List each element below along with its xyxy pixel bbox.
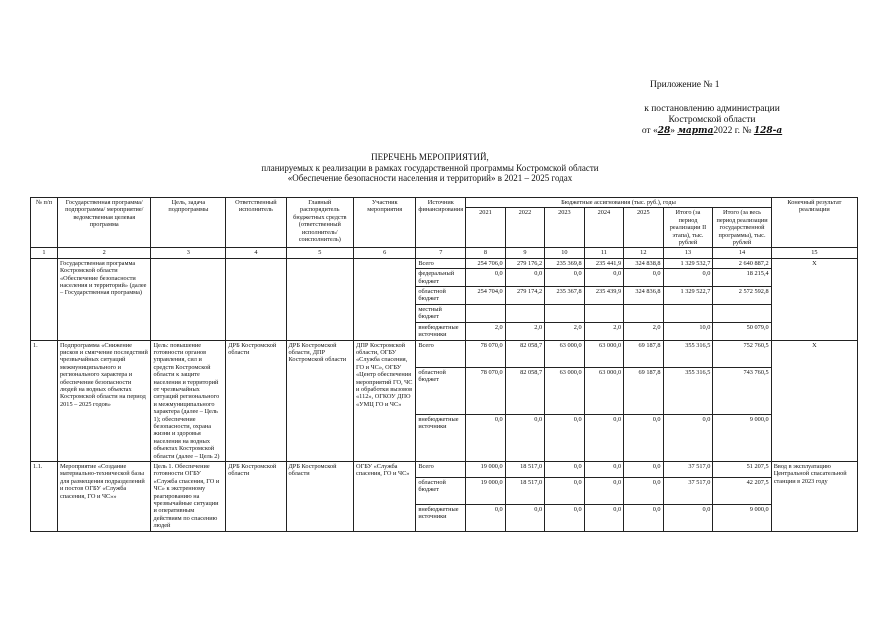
budget-value: 78 070,0 [466, 340, 505, 367]
handwritten-month: марта [677, 126, 714, 136]
column-number-cell: 14 [713, 248, 771, 258]
column-number-cell: 7 [416, 248, 466, 258]
budget-value [663, 304, 713, 322]
col-2024-header: 2024 [584, 208, 623, 248]
item-result: Ввод в эксплуатацию Центральной спасательной станции в 2023 году [771, 462, 857, 532]
budget-value: 0,0 [663, 504, 713, 531]
column-number-cell: 1 [31, 248, 58, 258]
budget-value: 82 058,7 [505, 367, 544, 414]
column-number-cell: 12 [624, 248, 663, 258]
decree-reference [622, 104, 802, 137]
handwritten-day: 28 [657, 126, 671, 136]
budget-value: 0,0 [545, 269, 584, 287]
budget-value: 51 207,5 [713, 462, 771, 478]
funding-source: Всего [416, 340, 466, 367]
budget-value: 82 058,7 [505, 340, 544, 367]
col-num-header: № п/п [31, 198, 58, 248]
table-row [31, 258, 858, 268]
budget-value: 235 439,9 [584, 287, 623, 305]
budget-value: 0,0 [584, 504, 623, 531]
funding-source: внебюджетные источники [416, 504, 466, 531]
funding-source: внебюджетные источники [416, 322, 466, 340]
funding-source: областной бюджет [416, 287, 466, 305]
item-name: Подпрограмма «Снижение рисков и смягчение последствий чрезвычайных ситуаций межмуниципального и регионального характера и обеспечение безопасности людей на водных объектах Костромской области на период 2015 – 2025 годов» [58, 340, 151, 462]
budget-value: 63 000,0 [584, 367, 623, 414]
budget-value: 10,0 [663, 322, 713, 340]
budget-value: 1 329 522,7 [663, 287, 713, 305]
title-line-2: планируемых к реализации в рамках государственной программы Костромской области [261, 162, 599, 173]
decree-date-line [622, 126, 802, 137]
budget-value: 0,0 [466, 414, 505, 461]
decree-line-1: к постановлению администрации [644, 104, 780, 114]
item-manager [286, 258, 354, 340]
budget-value: 0,0 [624, 462, 663, 478]
item-participant: ДПР Костромской области, ОГБУ «Служба спасения, ГО и ЧС», ОГБУ «Центр обеспечения мероприятий ГО, ЧС и обработки вызовов «112», ОГКОУ ДПО «УМЦ ГО и ЧС» [354, 340, 416, 462]
col-budget-header: Бюджетные ассигнования (тыс. руб.), годы [466, 198, 771, 208]
budget-value: 0,0 [663, 269, 713, 287]
budget-value [713, 304, 771, 322]
column-number-cell: 9 [505, 248, 544, 258]
budget-value: 0,0 [624, 477, 663, 504]
col-2025-header: 2025 [624, 208, 663, 248]
budget-value: 0,0 [584, 269, 623, 287]
budget-value: 63 000,0 [545, 340, 584, 367]
measures-table [30, 197, 858, 532]
funding-source: внебюджетные источники [416, 414, 466, 461]
budget-value: 235 367,8 [545, 287, 584, 305]
budget-value: 752 760,5 [713, 340, 771, 367]
budget-value: 19 000,0 [466, 477, 505, 504]
table-row [31, 462, 858, 478]
column-number-cell: 8 [466, 248, 505, 258]
column-number-cell: 11 [584, 248, 623, 258]
item-manager: ДРБ Костромской области [286, 462, 354, 532]
appendix-label: Приложение № 1 [650, 80, 720, 90]
col-name-header: Государственная программа/ подпрограмма/ мероприятие/ ведомственная целевая программа [58, 198, 151, 248]
item-number: 1.1. [31, 462, 58, 532]
budget-value: 0,0 [505, 414, 544, 461]
budget-value: 279 174,2 [505, 287, 544, 305]
budget-value: 42 207,5 [713, 477, 771, 504]
item-executor: ДРБ Костромской области [226, 340, 286, 462]
budget-value: 0,0 [663, 414, 713, 461]
budget-value: 63 000,0 [584, 340, 623, 367]
col-manager-header: Главный распорядитель бюджетных средств (ответственный исполнитель/ соисполнитель) [286, 198, 354, 248]
item-name: Государственная программа Костромской области «Обеспечение безопасности населения и территорий» (далее – Государственная программа) [58, 258, 151, 340]
budget-value: 19 000,0 [466, 462, 505, 478]
item-executor: ДРБ Костромской области [226, 462, 286, 532]
item-goal: Цель: повышение готовности органов управления, сил и средств Костромской области к защите населения и территорий от чрезвычайных ситуаций регионального и межмуниципального характера (далее – Цель 1); обеспечение безопасности, охрана жизни и здоровья населения на водных объектах Костромской области (далее – Цель 2) [151, 340, 226, 462]
table-body [31, 258, 858, 531]
budget-value: 63 000,0 [545, 367, 584, 414]
document-title [150, 152, 710, 184]
column-number-cell: 6 [354, 248, 416, 258]
budget-value: 50 079,0 [713, 322, 771, 340]
budget-value: 0,0 [466, 269, 505, 287]
column-number-cell: 10 [545, 248, 584, 258]
budget-value [584, 304, 623, 322]
budget-value: 78 070,0 [466, 367, 505, 414]
budget-value: 235 441,9 [584, 258, 623, 268]
budget-value: 0,0 [624, 269, 663, 287]
funding-source: Всего [416, 258, 466, 268]
col-participant-header: Участник мероприятия [354, 198, 416, 248]
table-row [31, 340, 858, 367]
budget-value: 355 316,5 [663, 340, 713, 367]
budget-value: 18 517,0 [505, 462, 544, 478]
date-mid: » [670, 126, 678, 136]
budget-value: 324 836,8 [624, 287, 663, 305]
budget-value: 9 000,0 [713, 414, 771, 461]
budget-value: 743 760,5 [713, 367, 771, 414]
date-prefix: от « [641, 126, 658, 136]
budget-value: 2,0 [545, 322, 584, 340]
col-source-header: Источник финансирования [416, 198, 466, 248]
budget-value: 9 000,0 [713, 504, 771, 531]
item-number: 1. [31, 340, 58, 462]
budget-value: 0,0 [624, 504, 663, 531]
handwritten-doc-number: 128-а [753, 126, 783, 136]
item-participant: ОГБУ «Служба спасения, ГО и ЧС» [354, 462, 416, 532]
budget-value: 0,0 [545, 477, 584, 504]
budget-value: 69 187,8 [624, 340, 663, 367]
item-goal: Цель 1. Обеспечение готовности ОГБУ «Служба спасения, ГО и ЧС» к экстренному реагированию на чрезвычайные ситуации и оперативным действиям по спасению людей [151, 462, 226, 532]
col-total-all-header: Итого (за весь период реализации государственной программы), тыс. рублей [713, 208, 771, 248]
header-row-1 [31, 198, 858, 208]
budget-value: 2,0 [466, 322, 505, 340]
item-result: Х [771, 340, 857, 462]
funding-source: областной бюджет [416, 367, 466, 414]
date-year: 2022 г. № [713, 126, 754, 136]
item-participant [354, 258, 416, 340]
budget-value: 0,0 [545, 504, 584, 531]
funding-source: областной бюджет [416, 477, 466, 504]
column-number-cell: 13 [663, 248, 713, 258]
budget-value: 0,0 [584, 414, 623, 461]
budget-value: 37 517,0 [663, 462, 713, 478]
column-number-cell: 15 [771, 248, 857, 258]
col-result-header: Конечный результат реализации [771, 198, 857, 248]
col-goal-header: Цель, задача подпрограммы [151, 198, 226, 248]
item-number [31, 258, 58, 340]
budget-value [545, 304, 584, 322]
column-number-cell: 5 [286, 248, 354, 258]
item-executor [226, 258, 286, 340]
budget-value: 2 572 592,8 [713, 287, 771, 305]
column-numbers-row [31, 248, 858, 258]
budget-value [505, 304, 544, 322]
budget-value: 324 838,8 [624, 258, 663, 268]
col-2023-header: 2023 [545, 208, 584, 248]
col-executor-header: Ответственный исполнитель [226, 198, 286, 248]
column-number-cell: 3 [151, 248, 226, 258]
item-result: Х [771, 258, 857, 340]
budget-value: 1 329 532,7 [663, 258, 713, 268]
budget-value: 355 316,5 [663, 367, 713, 414]
col-2022-header: 2022 [505, 208, 544, 248]
budget-value: 279 176,2 [505, 258, 544, 268]
budget-value: 2 640 887,2 [713, 258, 771, 268]
item-goal [151, 258, 226, 340]
budget-value: 0,0 [466, 504, 505, 531]
budget-value: 0,0 [584, 462, 623, 478]
budget-value [466, 304, 505, 322]
budget-value: 2,0 [505, 322, 544, 340]
budget-value: 0,0 [505, 269, 544, 287]
column-number-cell: 4 [226, 248, 286, 258]
budget-value: 254 706,0 [466, 258, 505, 268]
budget-value: 0,0 [545, 414, 584, 461]
funding-source: федеральный бюджет [416, 269, 466, 287]
budget-value: 2,0 [624, 322, 663, 340]
budget-value: 0,0 [545, 462, 584, 478]
budget-value: 235 369,8 [545, 258, 584, 268]
budget-value: 18 215,4 [713, 269, 771, 287]
budget-value: 0,0 [624, 414, 663, 461]
budget-value: 0,0 [584, 477, 623, 504]
decree-line-2: Костромской области [668, 115, 756, 125]
column-number-cell: 2 [58, 248, 151, 258]
budget-value: 2,0 [584, 322, 623, 340]
budget-value: 254 704,0 [466, 287, 505, 305]
budget-value [624, 304, 663, 322]
budget-value: 37 517,0 [663, 477, 713, 504]
col-2021-header: 2021 [466, 208, 505, 248]
item-manager: ДРБ Костромской области, ДПР Костромской области [286, 340, 354, 462]
budget-value: 0,0 [505, 504, 544, 531]
funding-source: Всего [416, 462, 466, 478]
budget-value: 69 187,8 [624, 367, 663, 414]
title-line-3: «Обеспечение безопасности населения и территорий» в 2021 – 2025 годах [287, 173, 573, 183]
funding-source: местный бюджет [416, 304, 466, 322]
budget-value: 18 517,0 [505, 477, 544, 504]
item-name: Мероприятие «Создание материально-технической базы для размещения подразделений и постов ОГБУ «Служба спасения, ГО и ЧС»» [58, 462, 151, 532]
col-total-stage2-header: Итого (за период реализации II этапа), тыс. рублей [663, 208, 713, 248]
title-line-1: ПЕРЕЧЕНЬ МЕРОПРИЯТИЙ, [371, 152, 489, 162]
